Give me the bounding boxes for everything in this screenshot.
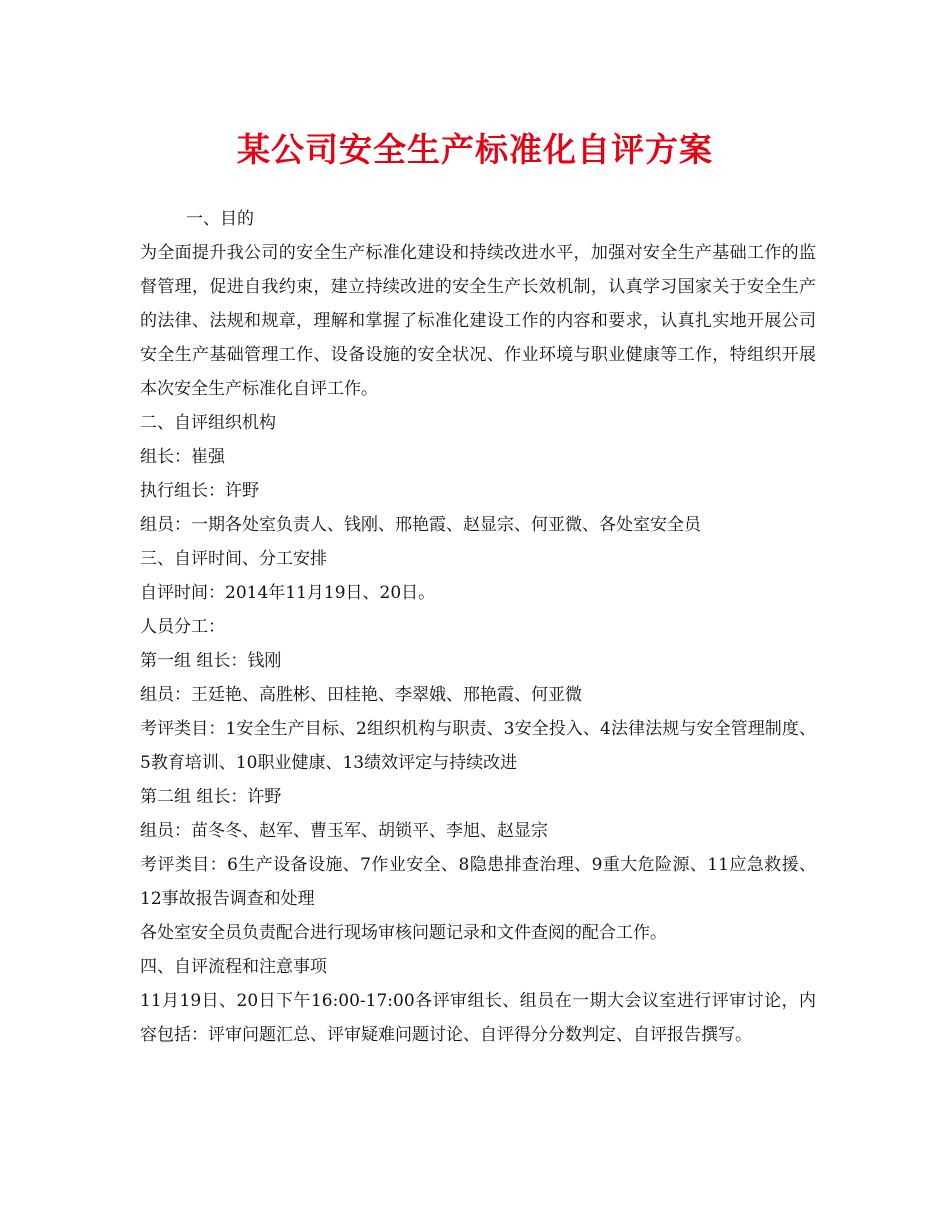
section-heading-schedule: 三、自评时间、分工安排: [140, 549, 327, 569]
document-body: [140, 202, 816, 1052]
org-exec-leader-line: 执行组长：许野: [140, 481, 259, 501]
group2-items-paragraph: 考评类目：6生产设备设施、7作业安全、8隐患排查治理、9重大危险源、11应急救援、12事故报告调查和处理: [140, 855, 816, 909]
group1-leader-line: 第一组 组长：钱刚: [140, 651, 282, 671]
section-heading-process: 四、自评流程和注意事项: [140, 957, 327, 977]
section-heading-organization: 二、自评组织机构: [140, 413, 276, 433]
group2-members-line: 组员：苗冬冬、赵军、曹玉军、胡锁平、李旭、赵显宗: [140, 821, 548, 841]
group2-leader-line: 第二组 组长：许野: [140, 787, 282, 807]
process-paragraph: 11月19日、20日下午16:00-17:00各评审组长、组员在一期大会议室进行评审讨论，内容包括：评审问题汇总、评审疑难问题讨论、自评得分分数判定、自评报告撰写。: [140, 991, 816, 1045]
group1-members-line: 组员：王廷艳、高胜彬、田桂艳、李翠娥、邢艳霞、何亚微: [140, 685, 582, 705]
schedule-time-line: 自评时间：2014年11月19日、20日。: [140, 583, 436, 603]
document-title: 某公司安全生产标准化自评方案: [237, 130, 713, 169]
purpose-paragraph: 为全面提升我公司的安全生产标准化建设和持续改进水平，加强对安全生产基础工作的监督管理，促进自我约束，建立持续改进的安全生产长效机制，认真学习国家关于安全生产的法律、法规和规章，理解和掌握了标准化建设工作的内容和要求，认真扎实地开展公司安全生产基础管理工作、设备设施的安全状况、作业环境与职业健康等工作，特组织开展本次安全生产标准化自评工作。: [140, 243, 816, 399]
org-leader-line: 组长：崔强: [140, 447, 225, 467]
section-heading-purpose: 一、目的: [186, 209, 254, 229]
safety-officer-note: 各处室安全员负责配合进行现场审核问题记录和文件查阅的配合工作。: [140, 923, 667, 943]
staff-division-line: 人员分工：: [140, 617, 225, 637]
org-members-line: 组员：一期各处室负责人、钱刚、邢艳霞、赵显宗、何亚微、各处室安全员: [140, 515, 701, 535]
group1-items-paragraph: 考评类目：1安全生产目标、2组织机构与职责、3安全投入、4法律法规与安全管理制度、5教育培训、10职业健康、13绩效评定与持续改进: [140, 719, 816, 773]
